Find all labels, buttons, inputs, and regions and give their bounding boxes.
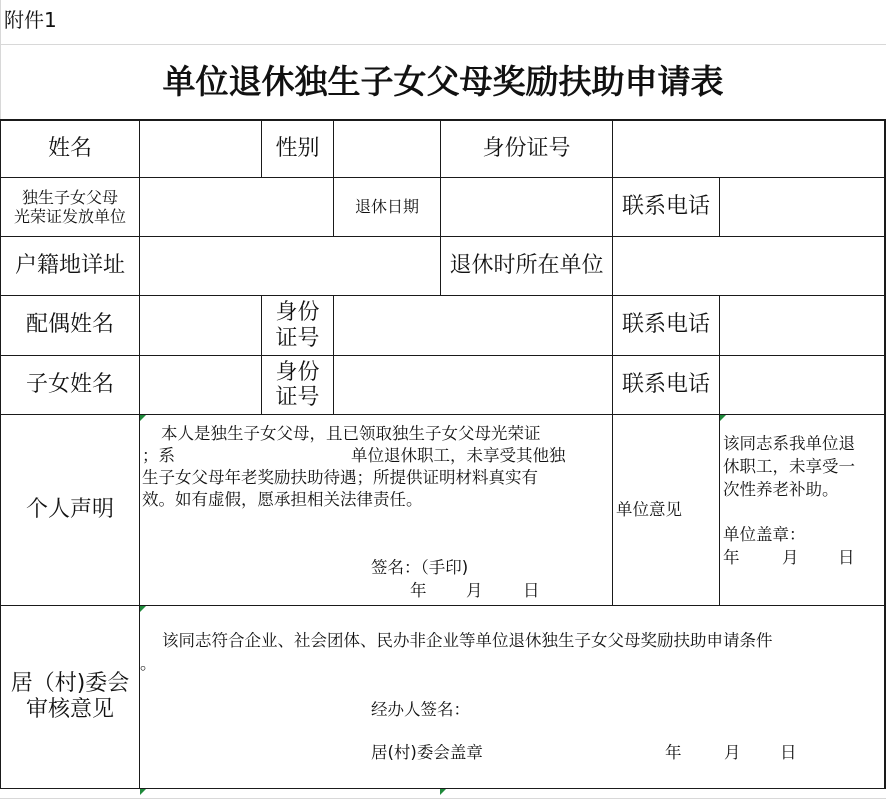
label-committee-line1: 居（村)委会 (10, 670, 130, 696)
unit-seal-label: 单位盖章： (723, 525, 806, 544)
label-unit-opinion: 单位意见 (616, 500, 682, 520)
label-committee-review (1, 606, 139, 788)
statement-month: 月 (466, 581, 483, 600)
committee-date-day: 日 (780, 743, 797, 762)
sheet-gridline (0, 798, 886, 799)
label-child-phone: 联系电话 (621, 371, 710, 397)
label-retire-date: 退休日期 (354, 197, 419, 217)
statement-day: 日 (523, 581, 540, 600)
child-name-field[interactable] (140, 356, 261, 414)
retire-unit-field[interactable] (613, 237, 884, 295)
label-spouse-name: 配偶姓名 (25, 312, 114, 338)
label-child-id-line2: 证号 (275, 385, 320, 410)
statement-line3: 生子女父母年老奖励扶助待遇；所提供证明材料真实有 (142, 468, 538, 487)
hukou-address-field[interactable] (140, 237, 440, 295)
sheet-gridline (0, 44, 886, 45)
statement-line1: 本人是独生子女父母，且已领取独生子女父母光荣证 (161, 424, 541, 443)
label-name: 姓名 (47, 135, 92, 161)
committee-seal: 居(村)委会盖章 (371, 743, 483, 762)
label-spouse-id (262, 296, 333, 355)
child-phone-field[interactable] (720, 356, 884, 414)
page-title: 单位退休独生子女父母奖励扶助申请表 (162, 62, 724, 102)
attachment-label: 附件1 (4, 8, 57, 32)
label-committee-line2: 审核意见 (25, 697, 114, 722)
label-child-id-line1: 身份 (275, 359, 320, 385)
label-spouse-id-line2: 证号 (275, 325, 320, 351)
committee-date-month: 月 (724, 743, 741, 762)
label-retire-unit: 退休时所在单位 (449, 252, 604, 278)
spouse-name-field[interactable] (140, 296, 261, 355)
committee-review-cell[interactable] (140, 606, 884, 788)
label-child-id (262, 356, 333, 414)
label-phone: 联系电话 (621, 193, 710, 219)
unit-date-day: 日 (838, 548, 855, 567)
child-id-field[interactable] (334, 356, 612, 414)
statement-signature: 签名：（手印) (371, 558, 469, 577)
statement-line4: 效。如有虚假，愿承担相关法律责任。 (142, 490, 423, 509)
committee-line2: 。 (140, 654, 157, 673)
label-gender: 性别 (275, 135, 320, 161)
name-field[interactable] (140, 121, 261, 177)
label-cert-unit (1, 178, 139, 236)
statement-line2b: 单位退休职工，未享受其他独 (351, 446, 566, 465)
spouse-id-field[interactable] (334, 296, 612, 355)
unit-opinion-line3: 次性养老补助。 (723, 480, 839, 499)
committee-line1: 该同志符合企业、社会团体、民办非企业等单位退休独生子女父母奖励扶助申请条件 (162, 631, 773, 650)
label-spouse-id-line1: 身份 (275, 300, 320, 326)
phone-field[interactable] (720, 178, 884, 236)
retire-date-field[interactable] (441, 178, 612, 236)
label-spouse-phone: 联系电话 (621, 312, 710, 338)
committee-handler-signature: 经办人签名： (371, 700, 470, 719)
label-cert-unit-line2: 光荣证发放单位 (13, 207, 126, 226)
label-hukou-address: 户籍地详址 (14, 252, 125, 278)
statement-line2a: ；系 (142, 446, 175, 465)
label-personal-statement: 个人声明 (25, 496, 114, 522)
cert-unit-field[interactable] (140, 178, 333, 236)
spouse-phone-field[interactable] (720, 296, 884, 355)
unit-opinion-line1: 该同志系我单位退 (723, 434, 855, 453)
comment-marker (140, 789, 146, 795)
statement-cell[interactable] (140, 415, 612, 605)
unit-date-month: 月 (782, 548, 799, 567)
label-cert-unit-line1: 独生子女父母 (21, 187, 118, 207)
unit-date-year: 年 (723, 548, 740, 567)
unit-opinion-cell[interactable] (720, 415, 884, 605)
label-id-number: 身份证号 (482, 135, 571, 161)
unit-opinion-line2: 休职工，未享受一 (723, 457, 855, 476)
statement-year: 年 (410, 581, 427, 600)
id-number-field[interactable] (613, 121, 884, 177)
label-child-name: 子女姓名 (25, 371, 114, 397)
comment-marker (440, 789, 446, 795)
committee-date-year: 年 (665, 743, 682, 762)
gender-field[interactable] (334, 121, 440, 177)
